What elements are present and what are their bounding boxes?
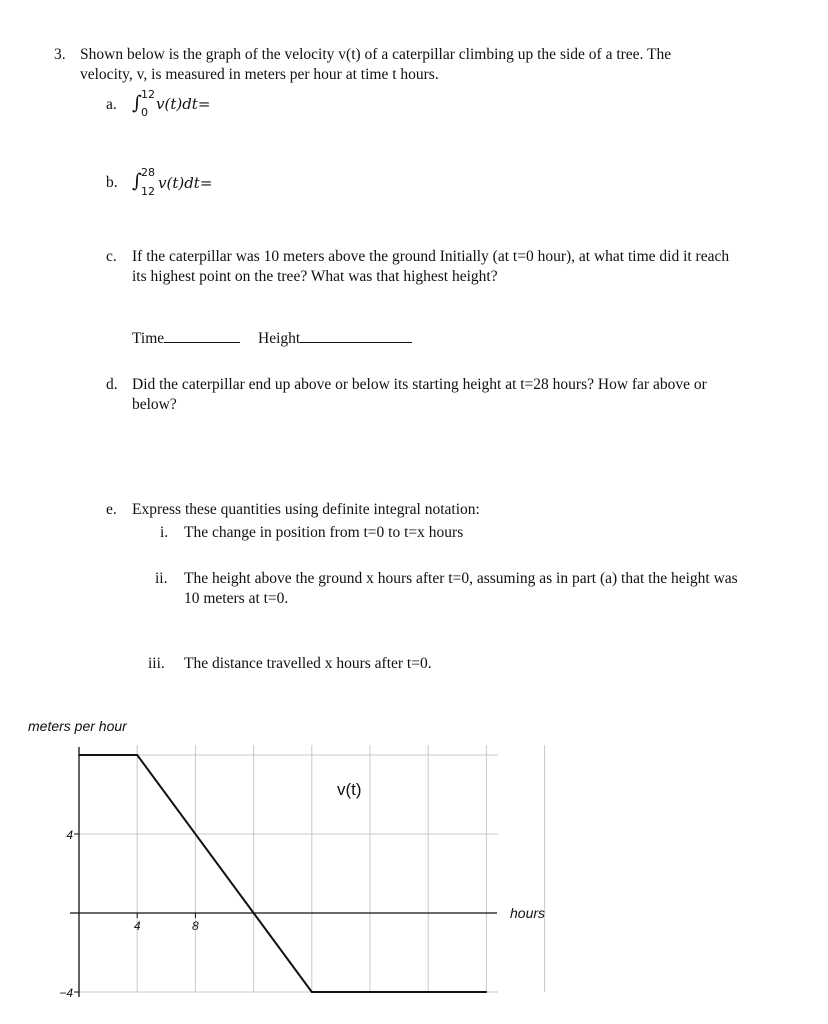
data-point — [253, 912, 255, 914]
part-e-item-iii-label: iii. — [148, 655, 165, 672]
x-tick-label: 4 — [133, 919, 141, 933]
integral-sign: ∫ — [132, 92, 142, 114]
problem-intro-line-2: velocity, v, is measured in meters per hour at time t hours. — [80, 66, 439, 83]
series-label: v(t) — [337, 780, 362, 799]
data-point — [136, 754, 138, 756]
height-blank[interactable] — [300, 342, 412, 343]
series — [78, 754, 487, 993]
data-point — [78, 754, 80, 756]
integral-sign: ∫ — [132, 170, 142, 192]
part-a-integral — [132, 88, 252, 120]
part-e-prompt: Express these quantities using definite integral notation: — [132, 501, 480, 518]
part-c-label: c. — [106, 248, 117, 265]
part-c-line-2: its highest point on the tree? What was that highest height? — [132, 268, 498, 285]
part-e-label: e. — [106, 501, 117, 518]
y-tick-label: −4 — [59, 986, 73, 1000]
height-label: Height — [258, 330, 301, 347]
y-tick-label: 4 — [66, 828, 73, 842]
integrand: v(t)dt= — [158, 174, 213, 192]
integrand: v(t)dt= — [156, 95, 211, 113]
part-d-label: d. — [106, 376, 118, 393]
part-d-line-1: Did the caterpillar end up above or below its starting height at t=28 hours? How far above or — [132, 376, 707, 393]
part-e-item-ii-label: ii. — [155, 570, 168, 587]
height-answer-line — [258, 330, 412, 348]
time-answer-line — [132, 330, 240, 348]
ticks — [59, 828, 199, 1000]
part-e-item-ii-line-1: The height above the ground x hours after t=0, assuming as in part (a) that the height was — [184, 570, 738, 587]
part-e-item-i-text: The change in position from t=0 to t=x hours — [184, 524, 464, 541]
problem-number: 3. — [54, 46, 66, 63]
lower-limit: 0 — [141, 106, 148, 119]
time-blank[interactable] — [164, 342, 240, 343]
x-axis-label: hours — [510, 905, 546, 921]
data-point — [486, 991, 488, 993]
upper-limit: 28 — [141, 166, 155, 179]
part-e-item-i-label: i. — [160, 524, 169, 541]
series-line-v — [79, 755, 486, 992]
problem-intro-line-1: Shown below is the graph of the velocity v(t) of a caterpillar climbing up the side of a tree. The — [80, 46, 672, 63]
data-point — [311, 991, 313, 993]
velocity-chart — [0, 700, 828, 1024]
time-label: Time — [132, 330, 165, 347]
part-c-line-1: If the caterpillar was 10 meters above the ground Initially (at t=0 hour), at what time did it reach — [132, 248, 730, 265]
part-a-label: a. — [106, 96, 117, 113]
part-e-item-iii-text: The distance travelled x hours after t=0. — [184, 655, 432, 672]
part-b-label: b. — [106, 174, 118, 191]
grid — [79, 745, 545, 992]
part-b-integral — [132, 166, 262, 200]
part-e-item-ii-line-2: 10 meters at t=0. — [184, 590, 289, 607]
upper-limit: 12 — [141, 88, 155, 101]
axes — [70, 747, 497, 997]
lower-limit: 12 — [141, 185, 155, 198]
part-d-line-2: below? — [132, 396, 177, 413]
y-axis-label: meters per hour — [28, 718, 127, 734]
x-tick-label: 8 — [192, 919, 199, 933]
